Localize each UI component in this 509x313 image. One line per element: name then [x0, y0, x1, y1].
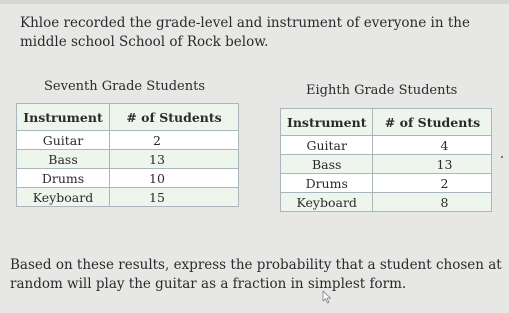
table-row [17, 150, 239, 169]
table-header-row [17, 104, 239, 131]
problem-intro: Khloe recorded the grade-level and instrument of everyone in the middle school School of Rock below. [20, 15, 470, 50]
column-header-instrument: Instrument [281, 109, 373, 136]
column-header-instrument: Instrument [17, 104, 110, 131]
students-cell: 13 [373, 155, 492, 174]
students-cell: 15 [110, 188, 239, 207]
students-cell: 4 [373, 136, 492, 155]
instrument-cell: Bass [17, 150, 110, 169]
column-header-students: # of Students [110, 104, 239, 131]
eighth-grade-table [280, 108, 492, 212]
seventh-grade-table [16, 103, 239, 207]
instrument-cell: Drums [17, 169, 110, 188]
instrument-cell: Bass [281, 155, 373, 174]
table-row [17, 169, 239, 188]
table-row [281, 136, 492, 155]
table-row [281, 174, 492, 193]
stray-dot [501, 156, 503, 158]
students-cell: 10 [110, 169, 239, 188]
table-row [281, 193, 492, 212]
top-divider [0, 0, 509, 4]
question-text: Based on these results, express the probability that a student chosen at random will play the guitar as a fraction in simplest form. [10, 257, 502, 292]
table-header-row [281, 109, 492, 136]
students-cell: 8 [373, 193, 492, 212]
students-cell: 2 [110, 131, 239, 150]
instrument-cell: Keyboard [17, 188, 110, 207]
mouse-pointer-icon [322, 290, 332, 304]
instrument-cell: Keyboard [281, 193, 373, 212]
instrument-cell: Guitar [17, 131, 110, 150]
seventh-grade-caption: Seventh Grade Students [44, 79, 206, 94]
column-header-students: # of Students [373, 109, 492, 136]
table-row [281, 155, 492, 174]
table-row [17, 188, 239, 207]
instrument-cell: Guitar [281, 136, 373, 155]
students-cell: 2 [373, 174, 492, 193]
instrument-cell: Drums [281, 174, 373, 193]
students-cell: 13 [110, 150, 239, 169]
table-row [17, 131, 239, 150]
eighth-grade-caption: Eighth Grade Students [306, 83, 458, 98]
